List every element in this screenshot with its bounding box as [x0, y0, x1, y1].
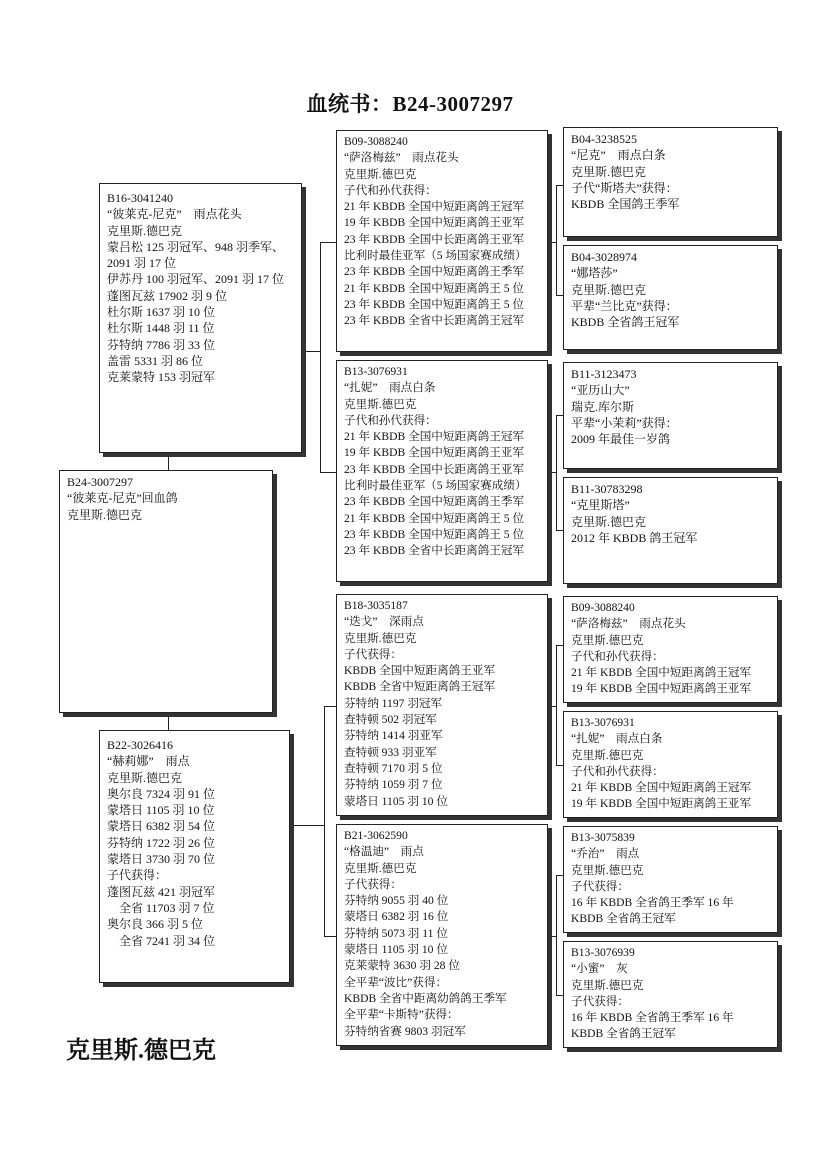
result-line: KBDB 全国鸽王季军	[571, 197, 680, 212]
connector-dd-b	[556, 995, 563, 996]
breeder: 克里斯.德巴克	[571, 633, 644, 647]
result-line: 子代和孙代获得：	[571, 764, 664, 778]
connector-dd-h	[548, 936, 556, 937]
result-line: 23 年 KBDB 全国中短距离鸽王 5 位	[344, 527, 525, 541]
result-line: 蒙塔日 6382 羽 16 位	[344, 910, 449, 924]
result-line: 全省 7241 羽 34 位	[107, 933, 216, 948]
connector-ss-a	[556, 185, 563, 186]
breeder: 克里斯.德巴克	[107, 223, 183, 238]
pedigree-box-ds-dam	[563, 711, 778, 818]
pedigree-box-sire-sire	[336, 130, 548, 352]
result-line: 伊苏丹 100 羽冠军、2091 羽 17 位	[107, 272, 285, 287]
result-line: 2009 年最佳一岁鸽	[571, 432, 671, 447]
result-line: 21 年 KBDB 全国中短距离鸽王 5 位	[344, 511, 525, 525]
pedigree-box-dd-sire	[563, 826, 778, 933]
result-line: 芬特纳 7786 羽 33 位	[107, 337, 216, 352]
breeder: 克里斯.德巴克	[571, 863, 644, 877]
connector-dd-a	[556, 875, 563, 876]
connector-sd-b	[556, 530, 563, 531]
result-line: 19 年 KBDB 全国中短距离鸽王亚军	[571, 797, 752, 811]
result-line: 蓬图瓦兹 17902 羽 9 位	[107, 288, 228, 303]
connector-sd-h	[548, 472, 556, 473]
ring-number: B24-3007297	[67, 475, 133, 489]
result-line: 蓬图瓦兹 421 羽冠军	[107, 884, 216, 899]
breeder: 克里斯.德巴克	[571, 514, 647, 529]
result-line: 盖雷 5331 羽 86 位	[107, 353, 204, 368]
result-line: 子代获得：	[107, 868, 168, 883]
result-line: 芬特纳省赛 9803 羽冠军	[344, 1024, 466, 1038]
pedigree-box-dam-sire	[336, 594, 548, 816]
ring-number: B09-3088240	[571, 601, 635, 614]
ring-number: B16-3041240	[107, 191, 173, 205]
ring-number: B09-3088240	[344, 135, 408, 148]
result-line: KBDB 全省中短距离鸽王冠军	[344, 680, 496, 694]
ring-number: B22-3026416	[107, 738, 173, 752]
result-line: 蒙塔日 3730 羽 70 位	[107, 852, 216, 867]
pedigree-box-sd-sire	[563, 362, 778, 469]
result-line: 子代和孙代获得：	[344, 183, 437, 197]
ring-number: B21-3062590	[344, 829, 408, 842]
breeder: 克里斯.德巴克	[344, 167, 417, 181]
result-line: 平辈“兰比克”获得：	[571, 298, 678, 313]
connector-sire-subject	[168, 452, 169, 472]
result-line: 子代“斯塔夫”获得：	[571, 180, 678, 195]
pigeon-name: “彼莱克-尼克” 雨点花头	[107, 207, 242, 222]
breeder: 克里斯.德巴克	[67, 507, 143, 522]
result-line: 16 年 KBDB 全省鸽王季军 16 年	[571, 1011, 734, 1025]
pigeon-name: “萨洛梅兹” 雨点花头	[571, 617, 686, 631]
result-line: 子代获得：	[571, 994, 629, 1008]
page-title: 血统书：B24-3007297	[306, 92, 514, 116]
result-line: 23 年 KBDB 全国中短距离鸽王 5 位	[344, 297, 525, 311]
connector-sd-v	[556, 415, 557, 530]
connector-subject-dam	[168, 712, 169, 730]
connector-sire-h	[302, 351, 320, 352]
pedigree-box-sire-dam	[336, 360, 548, 582]
breeder: 克里斯.德巴克	[344, 397, 417, 411]
connector-ds-b	[556, 765, 563, 766]
pigeon-name: “迭戈” 深雨点	[344, 615, 424, 629]
pigeon-name: “亚历山大”	[571, 383, 630, 398]
pedigree-box-dam-dam	[336, 824, 548, 1046]
result-line: 全平辈“卡斯特”获得：	[344, 1008, 459, 1022]
connector-ss-h	[548, 242, 556, 243]
pigeon-name: “格温迪” 雨点	[344, 845, 424, 859]
result-line: 奥尔良 7324 羽 91 位	[107, 786, 216, 801]
result-line: 子代获得：	[571, 879, 629, 893]
result-line: 23 年 KBDB 全省中长距离鸽王冠军	[344, 314, 525, 328]
result-line: KBDB 全省中距离幼鸽鸽王季军	[344, 991, 507, 1005]
result-line: 21 年 KBDB 全国中短距离鸽王 5 位	[344, 281, 525, 295]
pedigree-box-dam	[99, 730, 290, 983]
ring-number: B04-3028974	[571, 250, 637, 264]
result-line: 芬特纳 1722 羽 26 位	[107, 835, 216, 850]
result-line: 杜尔斯 1448 羽 11 位	[107, 321, 215, 336]
result-line: 21 年 KBDB 全国中短距离鸽王冠军	[571, 666, 752, 680]
pigeon-name: “小蜜” 灰	[571, 962, 628, 976]
pedigree-box-dd-dam	[563, 941, 778, 1048]
result-line: 19 年 KBDB 全国中短距离鸽王亚军	[571, 682, 752, 696]
result-line: 23 年 KBDB 全省中长距离鸽王冠军	[344, 544, 525, 558]
result-line: KBDB 全省鸽王冠军	[571, 912, 676, 926]
pigeon-name: “赫莉娜” 雨点	[107, 754, 190, 769]
breeder: 克里斯.德巴克	[571, 748, 644, 762]
result-line: 芬特纳 1414 羽亚军	[344, 729, 443, 743]
connector-sire-v	[320, 242, 321, 472]
connector-dam-h	[290, 825, 324, 826]
result-line: 23 年 KBDB 全国中短距离鸽王季军	[344, 265, 525, 279]
breeder: 克里斯.德巴克	[107, 770, 183, 785]
result-line: 芬特纳 9055 羽 40 位	[344, 894, 449, 908]
result-line: 全平辈“波比”获得：	[344, 975, 448, 989]
connector-sire-top	[320, 242, 336, 243]
result-line: 杜尔斯 1637 羽 10 位	[107, 305, 216, 320]
connector-sd-a	[556, 415, 563, 416]
connector-ss-v	[556, 185, 557, 295]
pedigree-box-ss-dam	[563, 245, 778, 350]
result-line: 蒙塔日 1105 羽 10 位	[344, 794, 448, 808]
pigeon-name: “扎妮” 雨点白条	[344, 381, 436, 395]
ring-number: B11-3123473	[571, 367, 637, 381]
breeder: 克里斯.德巴克	[571, 282, 647, 297]
breeder: 克里斯.德巴克	[571, 978, 644, 992]
result-line: 子代和孙代获得：	[571, 649, 664, 663]
breeder-signature: 克里斯.德巴克	[66, 1038, 216, 1064]
ring-number: B13-3075839	[571, 831, 635, 844]
ring-number: B13-3076931	[571, 716, 635, 729]
result-line: 21 年 KBDB 全国中短距离鸽王冠军	[571, 781, 752, 795]
pigeon-name: “乔治” 雨点	[571, 847, 640, 861]
breeder: 克里斯.德巴克	[344, 631, 417, 645]
connector-dam-bottom	[324, 936, 336, 937]
result-line: 芬特纳 1197 羽冠军	[344, 696, 443, 710]
connector-dam-top	[324, 706, 336, 707]
result-line: 蒙塔日 1105 羽 10 位	[107, 803, 215, 818]
pedigree-box-ss-sire	[563, 127, 778, 237]
result-line: 蒙塔日 1105 羽 10 位	[344, 943, 448, 957]
result-line: 21 年 KBDB 全国中短距离鸽王冠军	[344, 430, 525, 444]
result-line: 芬特纳 1059 羽 7 位	[344, 778, 443, 792]
breeder: 瑞克.库尔斯	[571, 399, 635, 414]
result-line: 子代获得：	[344, 877, 402, 891]
result-line: 16 年 KBDB 全省鸽王季军 16 年	[571, 896, 734, 910]
pigeon-name: “娜塔莎”	[571, 266, 618, 281]
pigeon-name: “扎妮” 雨点白条	[571, 732, 663, 746]
result-line: KBDB 全省鸽王冠军	[571, 1027, 676, 1041]
pedigree-box-sire	[99, 183, 302, 453]
result-line: 芬特纳 5073 羽 11 位	[344, 926, 448, 940]
result-line: 蒙吕松 125 羽冠军、948 羽季军、	[107, 239, 285, 254]
pigeon-name: “萨洛梅兹” 雨点花头	[344, 151, 459, 165]
result-line: 查特顿 7170 羽 5 位	[344, 761, 443, 775]
result-line: 克莱蒙特 153 羽冠军	[107, 370, 216, 385]
ring-number: B18-3035187	[344, 599, 408, 612]
pedigree-box-subject	[59, 470, 273, 713]
result-line: 23 年 KBDB 全国中长距离鸽王亚军	[344, 462, 525, 476]
result-line: 子代获得：	[344, 647, 402, 661]
result-line: KBDB 全省鸽王冠军	[571, 315, 680, 330]
pedigree-box-sd-dam	[563, 477, 778, 584]
result-line: 子代和孙代获得：	[344, 413, 437, 427]
connector-dam-v	[324, 706, 325, 936]
ring-number: B13-3076939	[571, 946, 635, 959]
result-line: 蒙塔日 6382 羽 54 位	[107, 819, 216, 834]
result-line: 查特顿 933 羽亚军	[344, 745, 437, 759]
result-line: KBDB 全国中短距离鸽王亚军	[344, 664, 496, 678]
pedigree-box-ds-sire	[563, 596, 778, 703]
ring-number: B04-3238525	[571, 132, 637, 146]
ring-number: B11-30783298	[571, 482, 643, 496]
connector-sire-bottom	[320, 472, 336, 473]
result-line: 19 年 KBDB 全国中短距离鸽王亚军	[344, 216, 525, 230]
result-line: 23 年 KBDB 全国中长距离鸽王亚军	[344, 232, 525, 246]
breeder: 克里斯.德巴克	[571, 164, 647, 179]
connector-ds-a	[556, 645, 563, 646]
result-line: 克莱蒙特 3630 羽 28 位	[344, 959, 460, 973]
connector-ds-h	[548, 706, 556, 707]
result-line: 全省 11703 羽 7 位	[107, 900, 215, 915]
ring-number: B13-3076931	[344, 365, 408, 378]
connector-ds-v	[556, 645, 557, 765]
result-line: 21 年 KBDB 全国中短距离鸽王冠军	[344, 200, 525, 214]
result-line: 19 年 KBDB 全国中短距离鸽王亚军	[344, 446, 525, 460]
connector-ss-b	[556, 295, 563, 296]
result-line: 23 年 KBDB 全国中短距离鸽王季军	[344, 495, 525, 509]
result-line: 2012 年 KBDB 鸽王冠军	[571, 530, 698, 545]
pigeon-name: “彼莱克-尼克”回血鸽	[67, 491, 178, 506]
breeder: 克里斯.德巴克	[344, 861, 417, 875]
result-line: 比利时最佳亚军（5 场国家赛成绩）	[344, 479, 527, 493]
pigeon-name: “克里斯塔”	[571, 498, 630, 513]
result-line: 平辈“小茉莉”获得：	[571, 415, 678, 430]
result-line: 比利时最佳亚军（5 场国家赛成绩）	[344, 249, 527, 263]
result-line: 2091 羽 17 位	[107, 256, 177, 271]
connector-dd-v	[556, 875, 557, 995]
pigeon-name: “尼克” 雨点白条	[571, 148, 666, 163]
result-line: 奥尔良 366 羽 5 位	[107, 917, 204, 932]
result-line: 查特顿 502 羽冠军	[344, 713, 437, 727]
